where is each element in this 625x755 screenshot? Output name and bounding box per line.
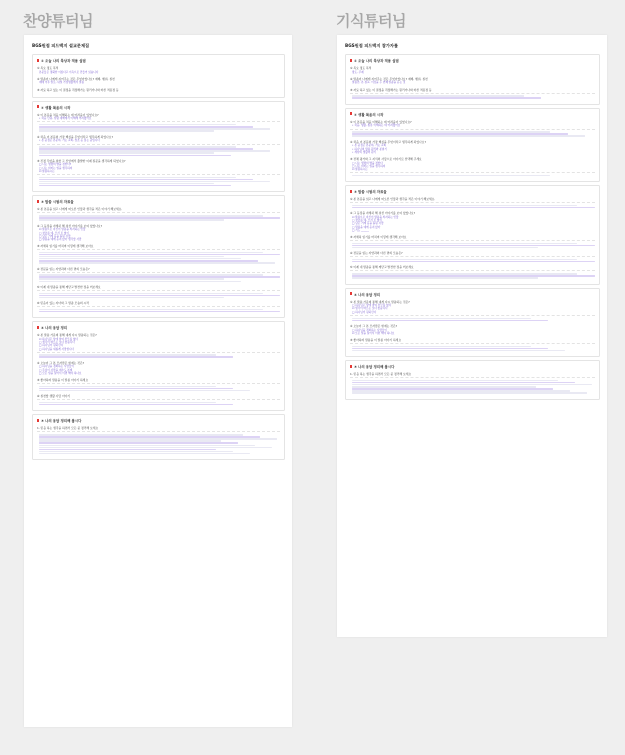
answer-text: • 처음, 생활, 종류 이해하는 데 어려웠어요 [352,124,401,128]
question-item [37,77,280,85]
question-item [350,300,595,321]
question-text: ③ 자세히 읽기를 마치며 이렇게 생각해 보아요 [350,235,407,240]
question-text: ② 말씀이 나에게 지어주는 것은 무엇이었나요? 예배, 행위, 실천 [350,76,428,81]
question-text: ① 본 말씀 가운데 통해 내게 다시 말씀하는 것은? [37,333,97,338]
document-title: BGS원점 피드백지 설교문제집 [32,43,90,48]
question-text: ⑥ 믿음이 있는 자녀와 그 말씀 모습의 시작 [37,301,89,306]
question-item [37,394,280,405]
question-text: ① 목요 정도 목적 [37,66,59,70]
question-item [350,265,595,278]
question-text: ④ 전문을 읽는 자연과의 다른 면의 모습은? [350,251,403,256]
answer-text: 말씀만, 본 설교, 이것을 두 번째 말씀을 듣는 것 [352,81,406,85]
answer-line [39,278,224,279]
question-item [350,197,595,208]
answer-line [39,390,250,391]
answer-text: ☑ 말씀으로 자신이 말씀을 의지하는 인물 □ 창조를 예, 모서 또 없이 □ 남은 기계 등을 돌린 사람 □ 말씀을 예에 듣지 않아 □ 기도 ______ [352,216,399,232]
answer-notes [350,202,595,208]
left-document-page [24,35,292,727]
answer-line [39,404,233,405]
answer-line [39,185,231,186]
answer-line [39,262,275,263]
question-item [37,135,280,156]
question-section [32,101,285,193]
question-text: 1. 믿음 하는 생각을 하면서 모든 중 정리해 보세요 [350,372,412,377]
answer-line [352,318,531,319]
answer-line [39,449,216,450]
question-text: ① 목요 정도 목적 [350,66,372,70]
answer-line [39,453,250,454]
question-section [345,108,600,183]
answer-line [39,177,236,178]
question-text: ④ 전문을 읽는 자연과의 다른 면의 모습은? [37,266,90,271]
section-title: ③ 말씀 시험의 자료들 [37,199,280,204]
answer-line [39,293,263,294]
answer-line [352,277,538,278]
question-text: ③ 자료 하고 있는 이 결정을 걱정해가는 원리거나와 바른 적용점 등 [350,87,432,92]
answer-line [39,442,238,443]
question-text: 1. 믿음 하는 생각을 하면서 모든 중 정리해 보세요 [37,426,99,431]
question-text: ② 오늘이 그 본 모자람은 현재는 것은? [350,324,398,329]
question-text: ① 본 본문을 읽고 나에게 떠오른 인물과 생각을 적은 이야기 해보세요. [37,207,123,212]
answer-line [352,135,585,136]
question-item [350,120,595,137]
question-section [345,288,600,358]
answer-text: 본문들은 정확한 이름다고 이득으로 만들어 읽습니다 [39,70,99,74]
answer-line [352,320,548,321]
question-text: ② 오늘이 그 본 모자람은 현재는 것은? [37,360,85,365]
question-text: ③ 자세히 읽기를 마치며 이렇게 생각해 보아요 [37,244,94,249]
answer-line [39,386,216,387]
question-item [37,301,280,312]
section-title: ④ 나의 응답 정리 [350,292,595,297]
answer-line [352,243,577,244]
section-title: ④ 나의 응답 정리 [37,325,280,330]
answer-line [352,247,538,248]
question-item [37,361,280,375]
answer-text: □ 나는 생명의 발을 정한다 □ 나는 의미는 일을 생각하여 ☑ 말씀하시는 [352,161,386,171]
answer-text: □ 하나님은 상에 참여 부모를 없다 ☑ 생각이 따르는 보다 좋습니다 □ 하나님이 원하신다 [352,304,392,314]
question-text: ③ 전체 평가와 그 지식의 사랑으로 이야기로 선택해 주세요 [350,156,422,161]
question-item [37,244,280,263]
question-item [37,333,280,358]
question-item [37,207,280,220]
answer-line [39,152,214,153]
answer-notes [37,121,280,131]
answer-line [352,392,587,393]
section-title: ② 생활 복음의 시작 [37,105,280,110]
question-text: ① 이 본문을 처음 이해하는 데 어려움이 있었나요? [37,112,99,117]
question-item [350,211,595,232]
question-section [32,321,285,411]
answer-notes [37,399,280,405]
question-item [350,157,595,176]
question-text: ③ 진정 무엇을 위한 그 신앙에서 출발한 이제 질문을 생각하게 되었나요? [37,158,126,163]
question-text: ③ 좋아하며 말씀을 이 말씀 이야기 하세요 [37,378,89,383]
answer-notes [37,144,280,156]
question-item [350,140,595,154]
section-title: ⑤ 나의 응답 정리해 봅시다 [37,418,280,423]
answer-line [39,281,241,282]
section-title: ② 생활 복음의 시작 [350,112,595,117]
answer-line [352,97,541,98]
answer-notes [37,352,280,358]
answer-line [352,261,595,262]
question-section [32,54,285,98]
question-section [32,195,285,318]
question-item [37,426,280,454]
question-item [37,285,280,298]
answer-notes [350,315,595,321]
answer-notes [350,172,595,176]
answer-text: □ 하나님을 경외하는 사람들이 □ 주님이 사람을 예수도 본래 □ 모든 일을 실어서 이면 해야 하나요 [39,365,82,375]
document-title: BGS원점 피드백지 참가자를 [345,43,399,48]
answer-line [39,297,224,298]
question-item [350,324,595,335]
right-document-page [337,35,607,637]
question-item [350,372,595,394]
question-item [350,338,595,351]
answer-text: 방도, 주제 [352,70,364,74]
answer-line [352,245,595,246]
question-text: ⑤ 이제 내 말씀을 통해 깨닫고 발견한 점을 써보세요 [350,265,414,270]
answer-line [39,445,255,446]
question-text: ② 처음 이 본문의 가장 핵심을 무엇이라고 생각하게 되었나요? [350,139,426,144]
answer-line [39,219,224,220]
answer-text: ☑ 말씀으로 자신이 말씀을 의지하는 인물 □ 창조를 예, 모서 또 없이 □ 남은 기계 등을 돌린 사람 □ 말씀을 예에 듣지 않아 생각할 사람 [39,228,86,241]
question-text: ④ 실천할 생활 사랑 이야기 [37,394,71,399]
question-section [32,414,285,460]
answer-line [39,130,214,131]
question-text: ⑤ 이제 내 말씀을 통해 깨닫고 발견한 점을 써보세요 [37,284,101,289]
question-text: ③ 좋아하며 말씀을 이 말씀 이야기 하세요 [350,338,402,343]
answer-line [352,348,548,349]
answer-line [39,155,231,156]
answer-line [352,175,550,176]
question-item [37,224,280,241]
question-item [350,235,595,248]
answer-line [39,295,280,296]
answer-notes [350,93,595,99]
answer-notes [37,272,280,282]
answer-notes [37,212,280,220]
right-column-title: 기식튜터님 [336,12,406,30]
answer-text: 예배 이후 말로, 내일 가정생활에서 말씀 [39,81,85,85]
answer-notes [350,240,595,248]
answer-notes [350,343,595,351]
answer-notes [37,431,280,454]
question-text: ① 본 말씀 가운데 통해 내게 다시 말씀하는 것은? [350,299,410,304]
answer-text: • 본 중점은 본문의, 가는 교회 • 하나님의 말씀 원리와 분위기 • 세상의 생활의 원리 [352,144,387,154]
answer-notes [350,256,595,262]
question-item [37,159,280,187]
answer-notes [37,174,280,186]
section-title: ③ 말씀 시험의 자료들 [350,189,595,194]
question-item [37,267,280,282]
answer-notes [37,306,280,312]
question-item [350,88,595,99]
section-title: ⑤ 나의 응답 정리해 봅시다 [350,364,595,369]
question-text: ① 이 본문을 처음 이해하는 데 어려움이 있었나요? [350,119,412,124]
question-item [350,66,595,74]
left-column-title: 찬양튜터님 [23,12,93,30]
section-title: ① 오늘 나의 묵상과 적용 살핌 [37,58,280,63]
answer-text: ☑ 하나님은 상에 참여 부모를 없다 □ 생각이 따르는 보다 좋습니다 □ 하나님이 원하신다 □ 하나님을 새롭게 사랑합니다 [39,337,79,351]
question-item [37,66,280,74]
question-section [345,360,600,400]
question-text: ② 그 등장을 자세히 해 위선 이야기를 보여 있었나요? [350,211,416,216]
question-item [350,251,595,262]
answer-line [39,356,233,357]
answer-line [352,346,531,347]
answer-text: • 처음 단원, 상황 대해에서 이해해 어려웠어요 [39,117,92,121]
answer-line [39,451,233,452]
section-title: ① 오늘 나의 묵상과 적용 살핌 [350,58,595,63]
question-text: ② 말씀이 나에게 지어주는 것은 무엇이었나요? 예배, 행위, 실천 [37,76,115,81]
question-text: ③ 자료 하고 있는 이 결정을 걱정해가는 원리거나와 바른 적용점 등 [37,87,119,92]
answer-text: • 본 중점은 본문의, 가는 교회, 창조 등 읽는 중입니다 [39,139,100,143]
question-text: ② 처음 이 본문의 가장 핵심을 무엇이라고 생각하게 되었나요? [37,134,113,139]
answer-line [39,252,263,253]
answer-line [39,447,272,448]
answer-text: □ 나는 생명의 발을 정한다? □ 나는 의미는 일을 생각하여 ☑ 말씀하시는 [39,163,73,173]
answer-text: □ 하나님을 경외하는 사람들이 ☑ 모든 일을 실어서 이면 해야 하나요 [352,328,395,335]
question-item [37,88,280,92]
question-section [345,185,600,284]
question-item [37,113,280,132]
answer-notes [350,129,595,137]
answer-notes [37,383,280,391]
answer-notes [37,249,280,263]
answer-notes [37,290,280,298]
question-section [345,54,600,105]
answer-line [352,350,565,351]
answer-notes [350,270,595,278]
question-item [37,378,280,391]
answer-line [39,311,280,312]
question-text: ① 본 본문을 읽고 나에게 떠오른 인물과 생각을 적은 이야기 해보세요. [350,197,436,202]
answer-notes [350,377,595,394]
question-text: ② 그 등장을 자세히 해 위선 이야기를 보여 있었나요? [37,223,103,228]
question-item [350,77,595,85]
answer-line [352,207,595,208]
